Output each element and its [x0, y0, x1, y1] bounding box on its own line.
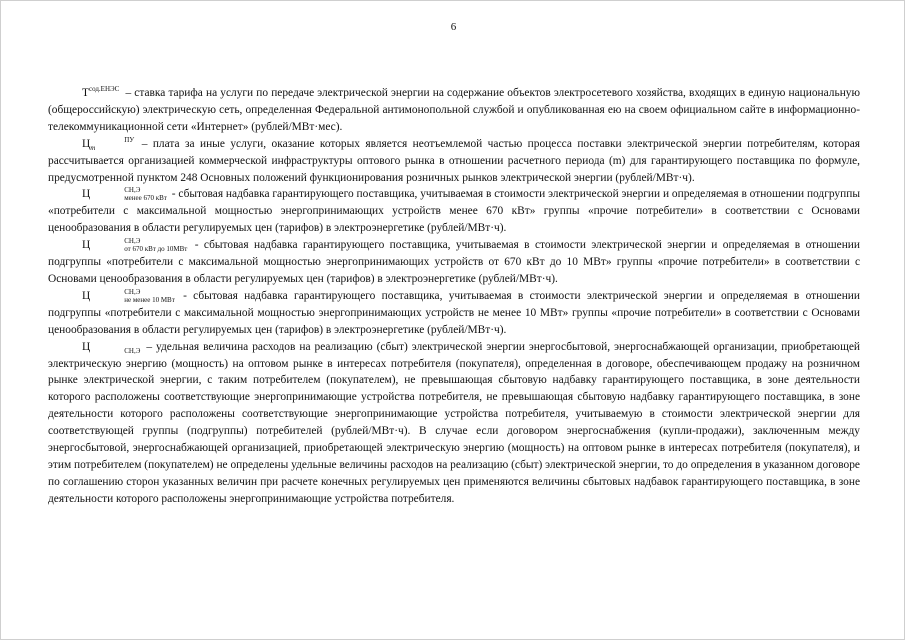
definition-specific-sales-costs: [48, 339, 860, 508]
definition-text: – плата за иные услуги, оказание которых является неотъемлемой частью процесса поставки электрической энергии потребителям, которая рассчитывается организацией коммерческой инфраструктуры оптового рынка в отношении расчетного периода (m) для гарантирующего поставщика по формуле, предусмотренной пунктом 248 Основных положений функционирования розничных рынков электрической энергии (рублей/МВт·ч).: [48, 137, 860, 184]
document-body: [48, 81, 860, 508]
formula-superscript: СН,Э: [124, 346, 141, 355]
definition-text: - сбытовая надбавка гарантирующего поставщика, учитываемая в стоимости электрической энергии и определяемая в отношении подгруппы «потребители с максимальной мощностью энергопринимающих устройств менее 670 кВт» группы «прочие потребители» в соответствии с Основами ценообразования в области регулируемых цен (тарифов) в электроэнергетике (рублей/МВт·ч).: [48, 188, 860, 235]
definition-markup-over-10mw: [48, 288, 860, 339]
formula-subscript: сод.ЕНЭС: [88, 85, 120, 93]
formula-subscript: от 670 кВт до 10МВт: [124, 245, 188, 254]
definition-markup-670kw-10mw: [48, 237, 860, 288]
page-number: 6: [450, 21, 457, 33]
formula-indices: [90, 136, 134, 152]
definition-text: - сбытовая надбавка гарантирующего поставщика, учитываемая в стоимости электрической энергии и определяемая в отношении подгруппы «потребители с максимальной мощностью энергопринимающих устройств от 670 кВт до 10 МВт» группы «прочие потребители» в соответствии с Основами ценообразования в области регулируемых цен (тарифов) в электроэнергетике (рублей/МВт·ч).: [48, 239, 860, 285]
formula-subscript: менее 670 кВт: [124, 194, 167, 203]
formula-superscript: ПУ: [124, 135, 135, 144]
formula-symbol: Ц: [82, 289, 91, 302]
formula-symbol: Ц: [82, 137, 91, 150]
formula-indices: [90, 237, 187, 253]
formula-superscript: СН,Э: [124, 186, 141, 195]
formula-superscript: СН,Э: [124, 287, 141, 296]
formula-indices: [90, 288, 175, 304]
formula-symbol: Ц: [82, 340, 91, 353]
definition-text: - сбытовая надбавка гарантирующего поставщика, учитываемая в стоимости электрической энергии и определяемая в отношении подгруппы «потребители с максимальной мощностью энергопринимающих устройств не менее 10 МВт» группы «прочие потребители» в соответствии с Основами ценообразования в области регулируемых цен (тарифов) в электроэнергетике (рублей/МВт·ч).: [48, 289, 861, 336]
formula-subscript: m: [90, 143, 96, 152]
definition-text: – ставка тарифа на услуги по передаче электрической энергии на содержание объектов электросетевого хозяйства, входящих в единую национальную (общероссийскую) электрическую сеть, определенная Федеральной антимонопольной службой и опубликованная ею на своем официальном сайте в информационно-телекоммуникационной сети «Интернет» (рублей/МВт·мес).: [48, 87, 860, 133]
definition-markup-under-670kw: [48, 186, 860, 237]
formula-superscript: СН,Э: [124, 237, 141, 246]
formula-symbol: Ц: [82, 239, 91, 252]
formula-indices: [90, 186, 167, 202]
definition-text: – удельная величина расходов на реализацию (сбыт) электрической энергии энергосбытовой, энергоснабжающей организации, приобретающей электрическую энергию (мощность) на оптовом рынке в интересах потребителя (покупателя), определенная в договоре, обеспечивающем продажу на розничном рынке электрической энергии, с таким потребителем (покупателем), не превышающая сбытовую надбавку гарантирующего поставщика, в зоне деятельности которого расположены соответствующие энергопринимающие устройства потребителя, не превышающая сбытовую надбавку гарантирующего поставщика, в зоне деятельности которого расположены соответствующие энергопринимающие устройства потребителя, учитываемую в стоимости электрической энергии для соответствующей группы (подгруппы) потребителей (рублей/МВт·ч). В случае если договором энергоснабжения (купли-продажи), заключенным между энергосбытовой, энергоснабжающей организацией, приобретающей электрическую энергию (мощность) на оптовом рынке в интересах потребителя (покупателя), и этим потребителем (покупателем) не определены удельные величины расходов на реализацию (сбыт) электрической энергии, то до определения в указанном договоре по соглашению сторон указанных величин при расчете конечных регулируемых цен применяются величины сбытовых надбавок гарантирующего поставщика, в зоне деятельности которого расположены энергопринимающие устройства потребителя.: [48, 340, 860, 505]
formula-subscript: не менее 10 МВт: [124, 295, 175, 304]
formula-symbol: Ц: [82, 188, 91, 201]
definition-other-services-fee: [48, 136, 860, 187]
formula-symbol: T: [82, 87, 89, 99]
formula-indices: [90, 347, 140, 355]
definition-tariff-ens: [48, 81, 860, 136]
